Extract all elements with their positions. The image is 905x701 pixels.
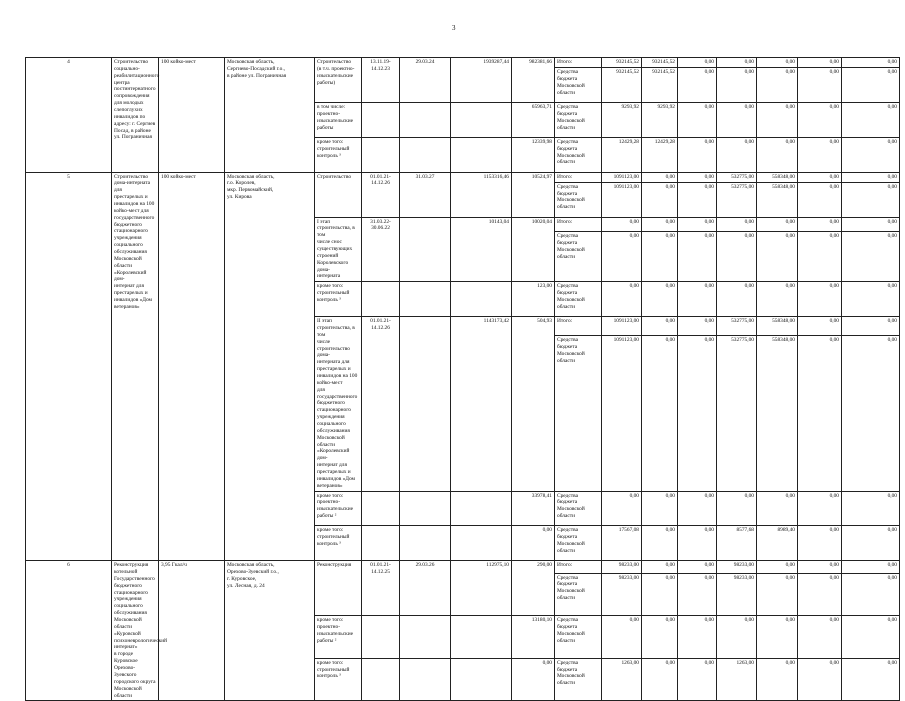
amount-cell: 0,00 bbox=[757, 137, 798, 172]
funding-source: Средства бюджета Московской области bbox=[555, 616, 602, 659]
commissioning-date bbox=[400, 526, 451, 561]
amount-cell: 0,00 bbox=[642, 616, 678, 659]
amount-cell: 0,00 bbox=[642, 182, 678, 217]
commissioning-date bbox=[400, 658, 451, 701]
amount-cell: 0,00 bbox=[642, 172, 678, 182]
project-name: Строительство социально- реабилитационного центра постинтернатного сопровождения для молодых слепоглухих инвалидов по адресу: г. Сергиев Посад, в районе ул. Пограничная bbox=[112, 58, 159, 173]
funding-source: Средства бюджета Московской области bbox=[555, 182, 602, 217]
amount-cell: 0,00 bbox=[717, 282, 757, 317]
table-row bbox=[26, 58, 900, 68]
amount-cell: 0,00 bbox=[757, 102, 798, 137]
amount-cell: 932145,52 bbox=[642, 58, 678, 68]
commissioning-date bbox=[400, 217, 451, 282]
remaining-cost: 10020,04 bbox=[512, 217, 555, 282]
amount-cell: 0,00 bbox=[798, 172, 842, 182]
table-body bbox=[26, 58, 900, 701]
amount-cell: 0,00 bbox=[842, 573, 900, 616]
funding-source: Средства бюджета Московской области bbox=[555, 658, 602, 701]
work-type: Строительство (в т.ч. проектно- изыскательские работы) bbox=[315, 58, 362, 103]
funding-source: Средства бюджета Московской области bbox=[555, 491, 602, 526]
amount-cell: 558348,00 bbox=[757, 317, 798, 336]
work-type: кроме того: проектно-изыскательские работы ² bbox=[315, 616, 362, 659]
amount-cell: 0,00 bbox=[842, 282, 900, 317]
amount-cell: 558348,00 bbox=[757, 335, 798, 491]
commissioning-date bbox=[400, 282, 451, 317]
remaining-cost: 290,00 bbox=[512, 561, 555, 616]
amount-cell: 0,00 bbox=[842, 172, 900, 182]
amount-cell: 0,00 bbox=[678, 335, 717, 491]
amount-cell: 558348,00 bbox=[757, 172, 798, 182]
amount-cell: 98233,00 bbox=[602, 561, 642, 573]
estimated-cost bbox=[451, 616, 512, 659]
work-period bbox=[362, 616, 400, 659]
amount-cell: 932145,52 bbox=[642, 68, 678, 103]
remaining-cost: 0,00 bbox=[512, 526, 555, 561]
amount-cell: 0,00 bbox=[717, 58, 757, 68]
amount-cell: 0,00 bbox=[798, 573, 842, 616]
work-period bbox=[362, 282, 400, 317]
commissioning-date: 31.03.27 bbox=[400, 172, 451, 217]
row-number: 5 bbox=[26, 172, 112, 561]
amount-cell: 532775,00 bbox=[717, 335, 757, 491]
amount-cell: 0,00 bbox=[602, 616, 642, 659]
funding-source: Итого: bbox=[555, 58, 602, 68]
remaining-cost: 33978,41 bbox=[512, 491, 555, 526]
amount-cell: 0,00 bbox=[798, 58, 842, 68]
remaining-cost: 65963,71 bbox=[512, 102, 555, 137]
estimated-cost bbox=[451, 137, 512, 172]
funding-source: Средства бюджета Московской области bbox=[555, 68, 602, 103]
funding-source: Средства бюджета Московской области bbox=[555, 137, 602, 172]
amount-cell: 932145,52 bbox=[602, 68, 642, 103]
estimated-cost: 10143,04 bbox=[451, 217, 512, 282]
work-period: 13.11.19- 14.12.23 bbox=[362, 58, 400, 103]
amount-cell: 9293,92 bbox=[642, 102, 678, 137]
amount-cell: 0,00 bbox=[757, 217, 798, 232]
amount-cell: 0,00 bbox=[678, 616, 717, 659]
amount-cell: 0,00 bbox=[798, 335, 842, 491]
amount-cell: 0,00 bbox=[642, 335, 678, 491]
work-period bbox=[362, 102, 400, 137]
amount-cell: 0,00 bbox=[678, 102, 717, 137]
amount-cell: 0,00 bbox=[842, 658, 900, 701]
amount-cell: 532775,00 bbox=[717, 182, 757, 217]
amount-cell: 0,00 bbox=[757, 658, 798, 701]
row-number: 4 bbox=[26, 58, 112, 173]
funding-source: Средства бюджета Московской области bbox=[555, 232, 602, 282]
work-type: II этап строительства, в том числе строительство дома- интерната для престарелых и инвалидов на 100 койко-мест для государственного бюджетного стационарного учреждения социального обслуживания Московской области «Королевский дом- интернат для престарелых и инвалидов «Дом ветеранов» bbox=[315, 317, 362, 491]
amount-cell: 0,00 bbox=[678, 58, 717, 68]
commissioning-date bbox=[400, 317, 451, 491]
estimated-cost: 112975,10 bbox=[451, 561, 512, 616]
remaining-cost: 10524,97 bbox=[512, 172, 555, 217]
amount-cell: 1091123,00 bbox=[602, 335, 642, 491]
amount-cell: 0,00 bbox=[642, 282, 678, 317]
amount-cell: 0,00 bbox=[842, 217, 900, 232]
work-type: I этап строительства, в том числе снос существующих строений Королевского дома- интерната bbox=[315, 217, 362, 282]
table-row bbox=[26, 561, 900, 573]
amount-cell: 0,00 bbox=[717, 137, 757, 172]
work-type: Реконструкция bbox=[315, 561, 362, 616]
funding-source: Средства бюджета Московской области bbox=[555, 526, 602, 561]
amount-cell: 0,00 bbox=[678, 317, 717, 336]
amount-cell: 0,00 bbox=[798, 658, 842, 701]
page-number: 3 bbox=[452, 24, 456, 32]
amount-cell: 0,00 bbox=[798, 561, 842, 573]
work-period: 01.01.21- 14.12.26 bbox=[362, 172, 400, 217]
amount-cell: 0,00 bbox=[642, 217, 678, 232]
project-name: Реконструкция котельной Государственного бюджетного стационарного учреждения социального обслуживания Московской области «Куровской психоневрологический интернат» в городе Куровское Орехово- Зуевского городского округа Московской области bbox=[112, 561, 159, 701]
amount-cell: 0,00 bbox=[602, 491, 642, 526]
work-type: кроме того: строительный контроль ³ bbox=[315, 282, 362, 317]
amount-cell: 0,00 bbox=[842, 232, 900, 282]
amount-cell: 0,00 bbox=[798, 217, 842, 232]
amount-cell: 0,00 bbox=[642, 232, 678, 282]
amount-cell: 0,00 bbox=[842, 526, 900, 561]
amount-cell: 0,00 bbox=[798, 317, 842, 336]
project-capacity: 3,95 Гкал/ч bbox=[159, 561, 225, 701]
amount-cell: 0,00 bbox=[798, 491, 842, 526]
amount-cell: 0,00 bbox=[642, 491, 678, 526]
commissioning-date: 29.03.24 bbox=[400, 58, 451, 103]
estimated-cost: 1143173,42 bbox=[451, 317, 512, 491]
project-capacity: 100 койко-мест bbox=[159, 172, 225, 561]
amount-cell: 8989,40 bbox=[757, 526, 798, 561]
amount-cell: 0,00 bbox=[678, 182, 717, 217]
amount-cell: 0,00 bbox=[757, 573, 798, 616]
amount-cell: 0,00 bbox=[642, 573, 678, 616]
project-location: Московская область, Орехово-Зуевский г.о., г. Куровское, ул. Лесная, д. 24 bbox=[225, 561, 315, 701]
work-type: кроме того: строительный контроль ³ bbox=[315, 658, 362, 701]
work-type: кроме того: строительный контроль ³ bbox=[315, 137, 362, 172]
project-name: Строительство дома-интерната для престарелых и инвалидов на 100 койко-мест для государственного бюджетного стационарного учреждения социального обслуживания Московской области «Королевский дом- интернат для престарелых и инвалидов «Дом ветеранов» bbox=[112, 172, 159, 561]
amount-cell: 12429,28 bbox=[602, 137, 642, 172]
work-period: 01.01.21- 14.12.25 bbox=[362, 561, 400, 616]
amount-cell: 1091123,00 bbox=[602, 317, 642, 336]
remaining-cost: 0,00 bbox=[512, 658, 555, 701]
table-row bbox=[26, 172, 900, 182]
funding-source: Итого: bbox=[555, 317, 602, 336]
amount-cell: 0,00 bbox=[642, 526, 678, 561]
amount-cell: 0,00 bbox=[602, 217, 642, 232]
remaining-cost: 123,00 bbox=[512, 282, 555, 317]
amount-cell: 0,00 bbox=[717, 102, 757, 137]
amount-cell: 0,00 bbox=[678, 561, 717, 573]
amount-cell: 0,00 bbox=[678, 172, 717, 182]
estimated-cost: 1153316,46 bbox=[451, 172, 512, 217]
project-capacity: 100 койко-мест bbox=[159, 58, 225, 173]
estimated-cost bbox=[451, 491, 512, 526]
amount-cell: 0,00 bbox=[757, 58, 798, 68]
amount-cell: 0,00 bbox=[602, 282, 642, 317]
row-number: 6 bbox=[26, 561, 112, 701]
commissioning-date bbox=[400, 137, 451, 172]
amount-cell: 0,00 bbox=[678, 526, 717, 561]
amount-cell: 1263,00 bbox=[717, 658, 757, 701]
amount-cell: 932145,52 bbox=[602, 58, 642, 68]
estimated-cost bbox=[451, 526, 512, 561]
amount-cell: 98233,00 bbox=[602, 573, 642, 616]
estimated-cost: 1939287,44 bbox=[451, 58, 512, 103]
amount-cell: 0,00 bbox=[757, 68, 798, 103]
remaining-cost: 504,93 bbox=[512, 317, 555, 491]
amount-cell: 12429,28 bbox=[642, 137, 678, 172]
commissioning-date bbox=[400, 491, 451, 526]
work-period: 31.03.22- 30.06.22 bbox=[362, 217, 400, 282]
commissioning-date bbox=[400, 102, 451, 137]
amount-cell: 0,00 bbox=[798, 232, 842, 282]
amount-cell: 532775,00 bbox=[717, 317, 757, 336]
amount-cell: 0,00 bbox=[842, 58, 900, 68]
work-period bbox=[362, 526, 400, 561]
amount-cell: 0,00 bbox=[798, 282, 842, 317]
amount-cell: 1091123,00 bbox=[602, 172, 642, 182]
amount-cell: 0,00 bbox=[602, 232, 642, 282]
work-period bbox=[362, 491, 400, 526]
amount-cell: 0,00 bbox=[842, 561, 900, 573]
amount-cell: 0,00 bbox=[757, 282, 798, 317]
amount-cell: 0,00 bbox=[717, 616, 757, 659]
amount-cell: 0,00 bbox=[842, 335, 900, 491]
amount-cell: 0,00 bbox=[678, 217, 717, 232]
amount-cell: 0,00 bbox=[842, 102, 900, 137]
funding-source: Средства бюджета Московской области bbox=[555, 102, 602, 137]
amount-cell: 17567,08 bbox=[602, 526, 642, 561]
amount-cell: 0,00 bbox=[757, 561, 798, 573]
amount-cell: 0,00 bbox=[798, 182, 842, 217]
funding-source: Итого: bbox=[555, 217, 602, 232]
amount-cell: 0,00 bbox=[842, 616, 900, 659]
work-type: кроме того: проектно-изыскательские работы ² bbox=[315, 491, 362, 526]
amount-cell: 0,00 bbox=[842, 491, 900, 526]
amount-cell: 0,00 bbox=[678, 573, 717, 616]
amount-cell: 558348,00 bbox=[757, 182, 798, 217]
amount-cell: 98233,00 bbox=[717, 573, 757, 616]
amount-cell: 0,00 bbox=[842, 137, 900, 172]
amount-cell: 0,00 bbox=[717, 217, 757, 232]
remaining-cost: 13180,10 bbox=[512, 616, 555, 659]
amount-cell: 0,00 bbox=[757, 491, 798, 526]
work-period bbox=[362, 658, 400, 701]
amount-cell: 0,00 bbox=[678, 658, 717, 701]
work-type: Строительство bbox=[315, 172, 362, 217]
amount-cell: 0,00 bbox=[642, 658, 678, 701]
remaining-cost: 982381,66 bbox=[512, 58, 555, 103]
funding-source: Средства бюджета Московской области bbox=[555, 573, 602, 616]
amount-cell: 0,00 bbox=[678, 491, 717, 526]
funding-source: Итого: bbox=[555, 172, 602, 182]
amount-cell: 1263,00 bbox=[602, 658, 642, 701]
amount-cell: 0,00 bbox=[678, 68, 717, 103]
estimated-cost bbox=[451, 102, 512, 137]
amount-cell: 0,00 bbox=[717, 232, 757, 282]
amount-cell: 0,00 bbox=[798, 137, 842, 172]
amount-cell: 0,00 bbox=[717, 491, 757, 526]
amount-cell: 8577,68 bbox=[717, 526, 757, 561]
work-type: в том числе: проектно-изыскательские работы bbox=[315, 102, 362, 137]
amount-cell: 0,00 bbox=[642, 317, 678, 336]
amount-cell: 0,00 bbox=[798, 102, 842, 137]
project-location: Московская область, Сергиево-Посадский г.о., в районе ул. Пограничная bbox=[225, 58, 315, 173]
amount-cell: 0,00 bbox=[842, 317, 900, 336]
amount-cell: 0,00 bbox=[642, 561, 678, 573]
remaining-cost: 12339,98 bbox=[512, 137, 555, 172]
amount-cell: 0,00 bbox=[678, 282, 717, 317]
work-period bbox=[362, 137, 400, 172]
amount-cell: 0,00 bbox=[757, 232, 798, 282]
amount-cell: 0,00 bbox=[717, 68, 757, 103]
funding-source: Итого: bbox=[555, 561, 602, 573]
work-type: кроме того: строительный контроль ³ bbox=[315, 526, 362, 561]
estimated-cost bbox=[451, 282, 512, 317]
amount-cell: 0,00 bbox=[798, 526, 842, 561]
amount-cell: 0,00 bbox=[798, 616, 842, 659]
commissioning-date bbox=[400, 616, 451, 659]
amount-cell: 0,00 bbox=[678, 232, 717, 282]
funding-source: Средства бюджета Московской области bbox=[555, 282, 602, 317]
estimated-cost bbox=[451, 658, 512, 701]
project-location: Московская область, г.о. Королев, мкр. Первомайский, ул. Кирова bbox=[225, 172, 315, 561]
funding-source: Средства бюджета Московской области bbox=[555, 335, 602, 491]
amount-cell: 532775,00 bbox=[717, 172, 757, 182]
investment-program-table bbox=[25, 57, 900, 701]
amount-cell: 0,00 bbox=[842, 182, 900, 217]
work-period: 01.01.21- 14.12.26 bbox=[362, 317, 400, 491]
amount-cell: 9293,92 bbox=[602, 102, 642, 137]
amount-cell: 0,00 bbox=[798, 68, 842, 103]
amount-cell: 1091123,00 bbox=[602, 182, 642, 217]
commissioning-date: 29.03.26 bbox=[400, 561, 451, 616]
amount-cell: 0,00 bbox=[842, 68, 900, 103]
amount-cell: 0,00 bbox=[678, 137, 717, 172]
amount-cell: 98233,00 bbox=[717, 561, 757, 573]
amount-cell: 0,00 bbox=[757, 616, 798, 659]
